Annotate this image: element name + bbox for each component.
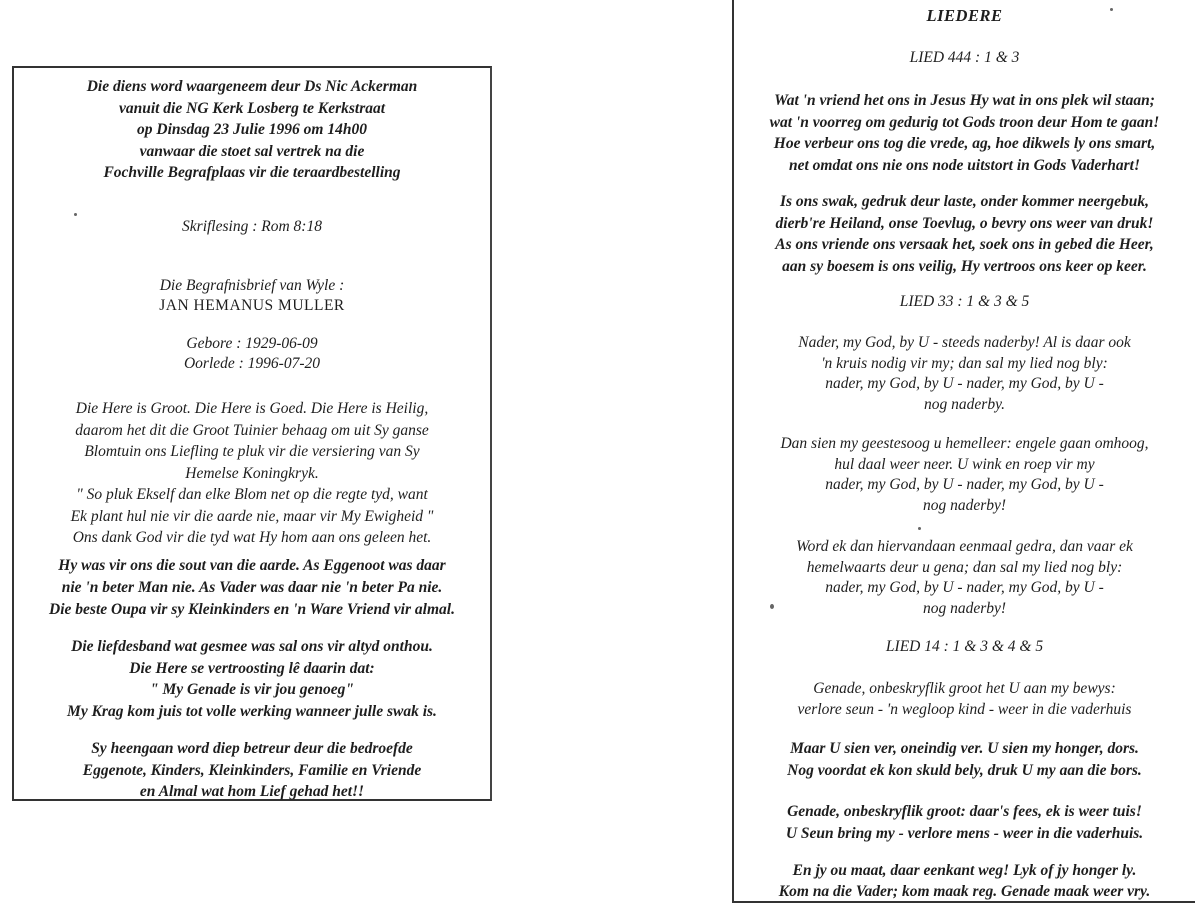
verse-line: nader, my God, by U - nader, my God, by U - bbox=[825, 579, 1104, 596]
tribute-line: Die Here is Groot. Die Here is Goed. Die Here is Heilig, bbox=[75, 400, 429, 417]
scan-speck bbox=[918, 527, 921, 530]
verse-line: hul daal weer neer. U wink en roep vir my bbox=[834, 455, 1095, 473]
verse-line: Genade, onbeskryflik groot: daar's fees, ek is weer tuis! bbox=[787, 803, 1142, 820]
deceased-name: JAN HEMANUS MULLER bbox=[159, 297, 345, 314]
service-line: vanuit die NG Kerk Losberg te Kerkstraat bbox=[118, 99, 386, 117]
scan-speck bbox=[1110, 8, 1113, 11]
mourning-line: Eggenote, Kinders, Kleinkinders, Familie en Vriende bbox=[82, 761, 422, 779]
verse-line: wat 'n voorreg om gedurig tot Gods troon deur Hom te gaan! bbox=[769, 113, 1160, 131]
bond-line: Die liefdesband wat gesmee was sal ons vir altyd onthou. bbox=[71, 638, 433, 655]
tribute-line: Hemelse Koningkryk. bbox=[185, 464, 319, 482]
scan-speck bbox=[74, 213, 77, 216]
hymns-panel bbox=[732, 0, 1195, 903]
verse-line: U Seun bring my - verlore mens - weer in die vaderhuis. bbox=[785, 824, 1144, 842]
bond-line: Die Here se vertroosting lê daarin dat: bbox=[129, 659, 375, 677]
life-dates bbox=[14, 334, 490, 374]
tribute-line: daarom het dit die Groot Tuinier behaag om uit Sy ganse bbox=[75, 421, 429, 439]
song-heading: LIED 444 : 1 & 3 bbox=[909, 49, 1020, 66]
scan-speck bbox=[770, 604, 774, 609]
funeral-notice-panel bbox=[12, 66, 492, 801]
salt-of-earth-paragraph bbox=[14, 555, 490, 621]
service-details bbox=[14, 76, 490, 184]
tribute-line: Blomtuin ons Liefling te pluk vir die versiering van Sy bbox=[84, 443, 420, 460]
verse-line: Hoe verbeur ons tog die vrede, ag, hoe dikwels ly ons smart, bbox=[773, 135, 1156, 152]
death-date: Oorlede : 1996-07-20 bbox=[183, 355, 321, 372]
verse-line: Wat 'n vriend het ons in Jesus Hy wat in ons plek wil staan; bbox=[774, 92, 1155, 109]
love-bond-paragraph bbox=[14, 636, 490, 722]
song-verse bbox=[734, 678, 1195, 720]
verse-line: En jy ou maat, daar eenkant weg! Lyk of jy honger ly. bbox=[792, 862, 1137, 879]
service-line: op Dinsdag 23 Julie 1996 om 14h00 bbox=[137, 121, 367, 138]
tribute-line: Ons dank God vir die tyd wat Hy hom aan ons geleen het. bbox=[72, 529, 432, 546]
song-verse bbox=[734, 90, 1195, 176]
service-line: Fochville Begrafplaas vir die teraardbestelling bbox=[103, 164, 401, 181]
salt-line: Die beste Oupa vir sy Kleinkinders en 'n Ware Vriend vir almal. bbox=[49, 601, 455, 618]
verse-line: As ons vriende ons versaak het, soek ons in gebed die Heer, bbox=[775, 236, 1154, 253]
verse-line: dierb're Heiland, onse Toevlug, o bevry ons weer van druk! bbox=[775, 214, 1154, 232]
mourning-line: Sy heengaan word diep betreur deur die bedroefde bbox=[91, 740, 413, 757]
song-verse bbox=[734, 333, 1195, 415]
verse-line: Dan sien my geestesoog u hemelleer: engele gaan omhoog, bbox=[780, 435, 1149, 452]
verse-line: nog naderby. bbox=[924, 395, 1005, 413]
verse-line: net omdat ons nie ons node uitstort in Gods Vaderhart! bbox=[789, 156, 1140, 174]
verse-line: 'n kruis nodig vir my; dan sal my lied nog bly: bbox=[821, 354, 1108, 372]
verse-line: nader, my God, by U - nader, my God, by U - bbox=[825, 375, 1104, 392]
verse-line: nog naderby! bbox=[922, 496, 1007, 514]
tribute-paragraph bbox=[14, 398, 490, 549]
hymns-title: LIEDERE bbox=[926, 6, 1003, 25]
song-heading: LIED 14 : 1 & 3 & 4 & 5 bbox=[885, 638, 1044, 655]
verse-line: verlore seun - 'n wegloop kind - weer in die vaderhuis bbox=[797, 701, 1132, 718]
verse-line: Is ons swak, gedruk deur laste, onder kommer neergebuk, bbox=[779, 193, 1150, 210]
verse-line: Nader, my God, by U - steeds naderby! Al is daar ook bbox=[798, 334, 1131, 351]
song-verse bbox=[734, 537, 1195, 619]
tribute-line: Ek plant hul nie vir die aarde nie, maar vir My Ewigheid " bbox=[70, 507, 434, 525]
mourning-paragraph bbox=[14, 738, 490, 803]
song-heading: LIED 33 : 1 & 3 & 5 bbox=[899, 293, 1030, 310]
verse-line: hemelwaarts deur u gena; dan sal my lied nog bly: bbox=[806, 558, 1123, 576]
scripture-reading: Skriflesing : Rom 8:18 bbox=[182, 218, 322, 235]
verse-line: Genade, onbeskryflik groot het U aan my bewys: bbox=[813, 680, 1116, 697]
salt-line: nie 'n beter Man nie. As Vader was daar nie 'n beter Pa nie. bbox=[61, 579, 443, 596]
verse-line: nader, my God, by U - nader, my God, by U - bbox=[825, 476, 1104, 493]
verse-line: Nog voordat ek kon skuld bely, druk U my aan die bors. bbox=[787, 761, 1142, 779]
tribute-line: " So pluk Ekself dan elke Blom net op die regte tyd, want bbox=[76, 486, 428, 503]
service-line: Die diens word waargeneem deur Ds Nic Ackerman bbox=[86, 78, 418, 95]
letter-label: Die Begrafnisbrief van Wyle : bbox=[159, 277, 345, 294]
funeral-letter-heading bbox=[14, 276, 490, 316]
verse-line: nog naderby! bbox=[922, 599, 1007, 617]
song-verse bbox=[734, 801, 1195, 844]
song-verse bbox=[734, 191, 1195, 277]
song-verse bbox=[734, 434, 1195, 516]
verse-line: aan sy boesem is ons veilig, Hy vertroos ons keer op keer. bbox=[782, 257, 1147, 275]
bond-line: My Krag kom juis tot volle werking wanneer julle swak is. bbox=[67, 702, 437, 720]
song-verse bbox=[734, 738, 1195, 781]
mourning-line: en Almal wat hom Lief gehad het!! bbox=[139, 783, 365, 800]
verse-line: Maar U sien ver, oneindig ver. U sien my honger, dors. bbox=[790, 740, 1139, 757]
service-line: vanwaar die stoet sal vertrek na die bbox=[139, 142, 365, 160]
song-verse bbox=[734, 860, 1195, 902]
verse-line: Kom na die Vader; kom maak reg. Genade maak weer vry. bbox=[778, 883, 1151, 900]
bond-line: " My Genade is vir jou genoeg" bbox=[149, 681, 355, 698]
salt-line: Hy was vir ons die sout van die aarde. As Eggenoot was daar bbox=[58, 557, 446, 574]
verse-line: Word ek dan hiervandaan eenmaal gedra, dan vaar ek bbox=[796, 538, 1133, 555]
birth-date: Gebore : 1929-06-09 bbox=[186, 335, 318, 352]
